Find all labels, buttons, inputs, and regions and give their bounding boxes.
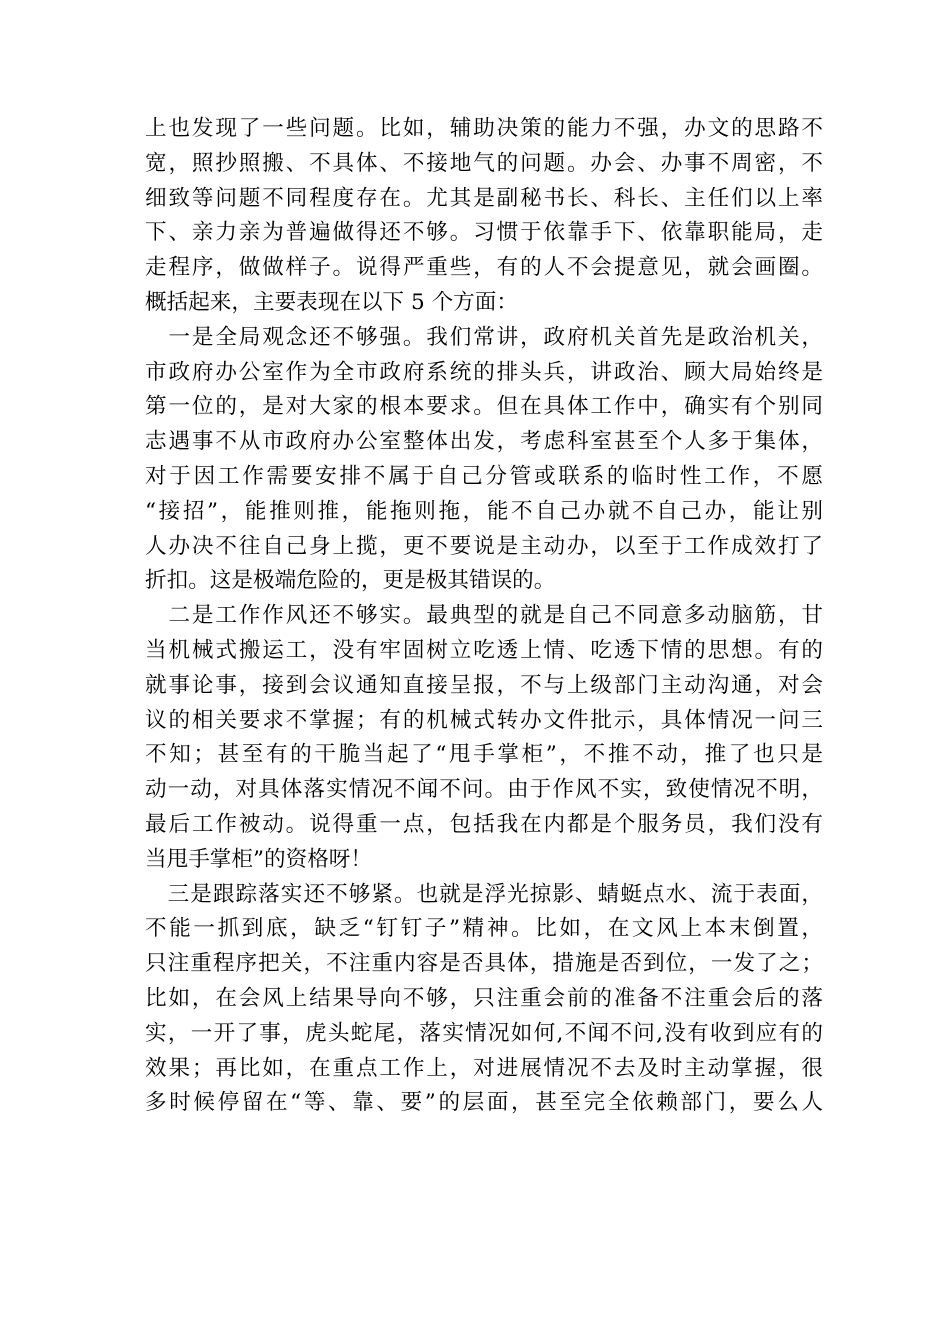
text-line: 当机械式搬运工，没有牢固树立吃透上情、吃透下情的思想。有的 — [145, 637, 823, 663]
paragraph-intro — [145, 112, 823, 321]
text-line: 人办决不往自己身上揽，更不要说是主动办，以至于工作成效打了 — [145, 533, 823, 559]
text-line: 只注重程序把关，不注重内容是否具体，措施是否到位，一发了之； — [145, 951, 823, 977]
text-line: 第一位的，是对大家的根本要求。但在具体工作中，确实有个别同 — [145, 394, 823, 420]
text-line: 对于因工作需要安排不属于自己分管或联系的临时性工作，不愿 — [145, 463, 823, 489]
text-line: 议的相关要求不掌握；有的机械式转办文件批示，具体情况一问三 — [145, 707, 823, 733]
text-line: 效果；再比如，在重点工作上，对进展情况不去及时主动掌握，很 — [145, 1055, 823, 1081]
text-line: “接招”，能推则推，能拖则拖，能不自己办就不自己办，能让别 — [145, 498, 823, 524]
paragraph-point-two — [145, 599, 823, 877]
document-page — [145, 112, 823, 1121]
text-line: 一是全局观念还不够强。我们常讲，政府机关首先是政治机关， — [145, 324, 823, 350]
text-line: 下、亲力亲为普遍做得还不够。习惯于依靠手下、依靠职能局，走 — [145, 220, 823, 246]
text-line: 细致等问题不同程度存在。尤其是副秘书长、科长、主任们以上率 — [145, 185, 823, 211]
paragraph-point-three — [145, 878, 823, 1122]
text-line: 志遇事不从市政府办公室整体出发，考虑科室甚至个人多于集体， — [145, 429, 823, 455]
text-line: 市政府办公室作为全市政府系统的排头兵，讲政治、顾大局始终是 — [145, 359, 823, 385]
text-line: 三是跟踪落实还不够紧。也就是浮光掠影、蜻蜓点水、流于表面， — [145, 881, 823, 907]
text-line: 就事论事，接到会议通知直接呈报，不与上级部门主动沟通，对会 — [145, 672, 823, 698]
text-line: 比如，在会风上结果导向不够，只注重会前的准备不注重会后的落 — [145, 985, 823, 1011]
text-line: 不能一抓到底，缺乏“钉钉子”精神。比如，在文风上本末倒置， — [145, 916, 823, 942]
text-line: 二是工作作风还不够实。最典型的就是自己不同意多动脑筋，甘 — [145, 603, 823, 629]
text-line: 多时候停留在“等、靠、要”的层面，甚至完全依赖部门，要么人 — [145, 1090, 823, 1116]
text-line: 不知；甚至有的干脆当起了“甩手掌柜”，不推不动，推了也只是 — [145, 742, 823, 768]
text-line: 上也发现了一些问题。比如，辅助决策的能力不强，办文的思路不 — [145, 116, 823, 141]
text-line: 走程序，做做样子。说得严重些，有的人不会提意见，就会画圈。 — [145, 255, 823, 281]
text-line: 宽，照抄照搬、不具体、不接地气的问题。办会、办事不周密，不 — [145, 150, 823, 176]
text-line: 动一动，对具体落实情况不闻不问。由于作风不实，致使情况不明， — [145, 777, 823, 803]
text-line: 当甩手掌柜”的资格呀！ — [145, 846, 372, 872]
text-line: 最后工作被动。说得重一点，包括我在内都是个服务员，我们没有 — [145, 811, 823, 837]
text-line: 概括起来，主要表现在以下 5 个方面： — [145, 289, 518, 315]
text-line: 折扣。这是极端危险的，更是极其错误的。 — [145, 568, 556, 594]
paragraph-point-one — [145, 321, 823, 599]
text-line: 实，一开了事，虎头蛇尾，落实情况如何,不闻不问,没有收到应有的 — [145, 1020, 823, 1046]
